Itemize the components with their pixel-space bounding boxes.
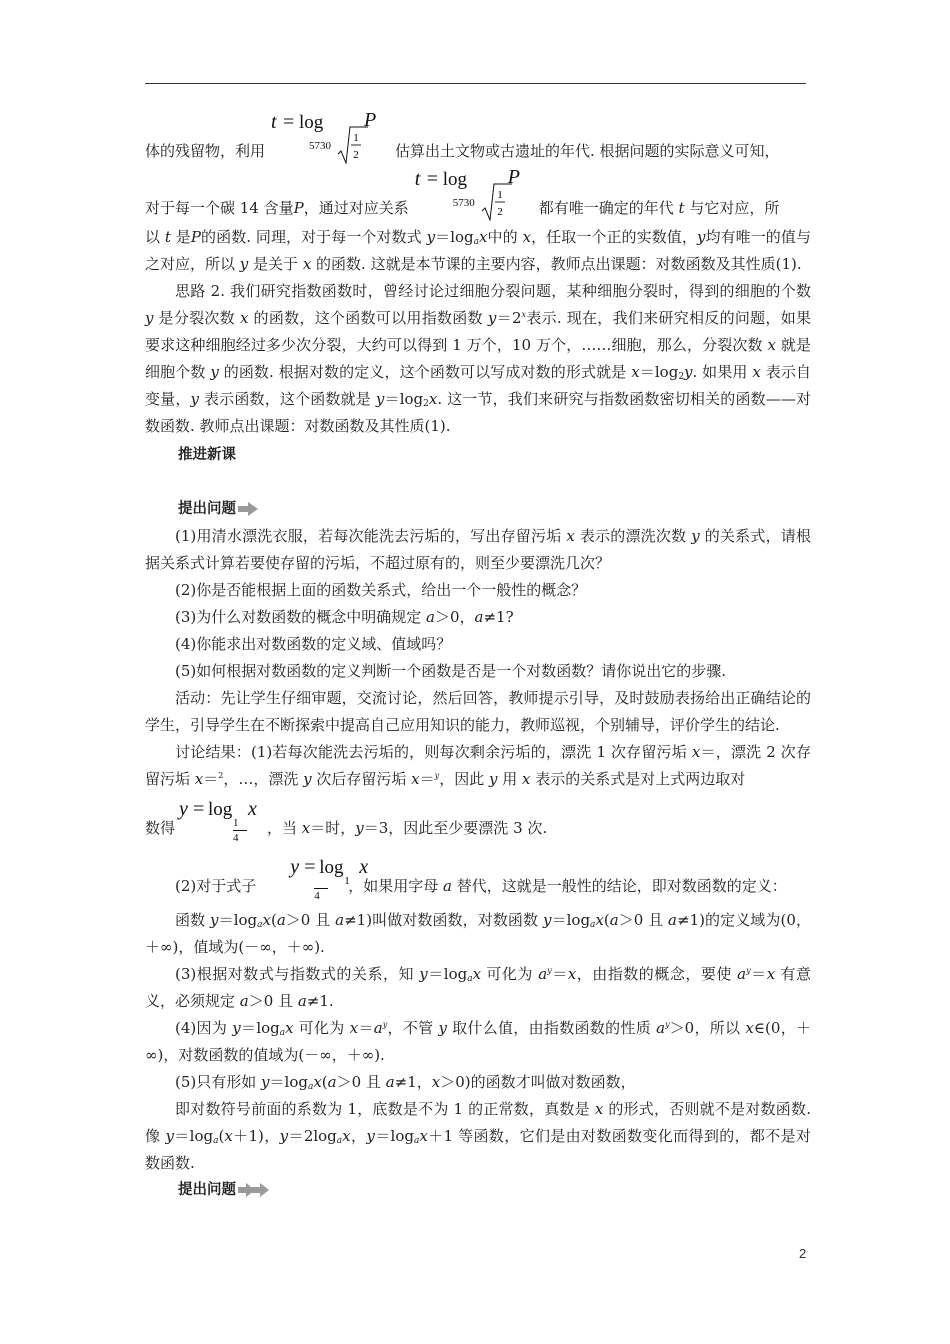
- result-4: (4)因为 $y=\log_ax$ 可化为 $x=a^y$，不管 y 取什么值，由指数函数的性质 $a^y>0$，所以 x∈(0，＋∞)，对数函数的值域为(－∞，＋∞).: [145, 1019, 811, 1064]
- result-5: (5)只有形如 $y=\log_ax(a>0$ 且 a≠1，x＞0)的函数才叫做对数函数，: [175, 1073, 636, 1092]
- question-4: (4)你能求出对数函数的定义域、值域吗？: [175, 635, 452, 653]
- result-3: (3)根据对数式与指数式的关系，知 $y=\log_ax$ 可化为 $a^y=x$，由指数的概念，要使 $a^y=x$ 有意义，必须规定 a＞0 且 a≠1.: [145, 965, 811, 1010]
- double-arrow-right-icon: [237, 1183, 271, 1197]
- heading-questions-2: 提出问题: [145, 1177, 811, 1204]
- arrow-right-icon: [237, 502, 259, 516]
- formula-y-log-quarter-2: y = log 1 4 x: [290, 856, 369, 902]
- page-number: 2: [799, 1246, 807, 1261]
- result-6: 即对数符号前面的系数为 1，底数是不为 1 的正常数，真数是 x 的形式，否则就不是对数函数. 像 $y=\log_a(x+1)$，$y=2\log_ax$，$y=\log_ax+1$ 等函数，它们是由对数函数变化而得到的，都不是对数函数.: [145, 1100, 811, 1172]
- formula-t-log: [265, 110, 395, 164]
- activity-paragraph: 活动：先让学生仔细审题，交流讨论，然后回答，教师提示引导，及时鼓励表扬给出正确结论的学生，引导学生在不断探索中提高自己应用知识的能力，教师巡视，个别辅导，评价学生的结论.: [145, 689, 811, 734]
- formula-eq: =: [283, 111, 295, 133]
- definition-paragraph: 函数 $y=\log_ax(a>0$ 且 a≠1)叫做对数函数，对数函数 $y=\log_ax(a>0$ 且 a≠1)的定义域为(0，＋∞)，值域为(－∞，＋∞).: [145, 911, 811, 956]
- formula-log: log: [299, 112, 324, 133]
- header-rule: [145, 83, 806, 84]
- heading-questions-1: 提出问题: [145, 496, 811, 523]
- question-1: (1)用清水漂洗衣服，若每次能洗去污垢的，写出存留污垢 x 表示的漂洗次数 y 的关系式，请根据关系式计算若要使存留的污垢，不超过原有的，则至少要漂洗几次？: [145, 527, 811, 572]
- text-run: 估算出土文物或古遗址的年代. 根据问题的实际意义可知，: [395, 142, 780, 160]
- formula-var: t: [271, 111, 277, 133]
- heading-new-lesson: 推进新课: [178, 447, 236, 463]
- formula-y-log-quarter: y = log 1 4 x: [179, 798, 257, 844]
- question-3: (3)为什么对数函数的概念中明确规定 a＞0，a≠1?: [175, 608, 514, 626]
- radicand-den: 2: [353, 149, 359, 161]
- svg-text:2: 2: [496, 206, 503, 218]
- paragraph-intro-3: 以 t 是P的函数. 同理，对于每一个对数式 $y=\log_ax$中的 x，任取一个正的实数值，y均有唯一的值与之对应，所以 y 是关于 x 的函数. 这就是本节课的主要内容，教师点出课题：对数函数及其性质(1).: [145, 228, 811, 273]
- formula-t-log-2: t = log 5730 1 2 P: [409, 167, 539, 221]
- paragraph-idea-2: 思路 2. 我们研究指数函数时，曾经讨论过细胞分裂问题，某种细胞分裂时，得到的细胞的个数 y 是分裂次数 x 的函数，这个函数可以用指数函数 $y=2^x$表示. 现在，我们来研究相反的问题，如果要求这种细胞经过多少次分裂，大约可以得到 1 万个，10 万个，……细胞，那么，分裂次数 x 就是细胞个数 y 的函数. 根据对数的定义，这个函数可以写成对数的形式就是 $x=\log_2y$. 如果用 x 表示自变量，y 表示函数，这个函数就是 $y=\log_2x$. 这一节，我们来研究与指数函数密切相关的函数——对数函数. 教师点出课题：对数函数及其性质(1).: [145, 282, 811, 435]
- question-5: (5)如何根据对数函数的定义判断一个函数是否是一个对数函数？请你说出它的步骤.: [175, 662, 727, 680]
- document-body: [145, 108, 811, 1204]
- result-1: 讨论结果：(1)若每次能洗去污垢的，则每次剩余污垢的，漂洗 1 次存留污垢 x＝，漂洗 2 次存留污垢 x＝$^2$，…，漂洗 y 次后存留污垢 x＝$^y$，因此 y 用 x 表示的关系式是对上式两边取对: [145, 743, 811, 788]
- formula-base: 5730: [309, 140, 332, 152]
- radicand-num: 1: [353, 132, 359, 144]
- result-2: (2)对于式子 y = log 1 4 x ，如果用字母 a 替代，这就是一般性的结论，即对数函数的定义：: [175, 856, 787, 902]
- fraction-base: 1 4: [314, 875, 350, 902]
- svg-text:1: 1: [496, 189, 503, 201]
- text-run: 体的残留物，利用: [145, 142, 266, 160]
- question-2: (2)你是否能根据上面的函数关系式，给出一个一般性的概念？: [175, 581, 587, 599]
- paragraph-intro-1: [145, 110, 811, 165]
- paragraph-intro-2: 对于每一个碳 14 含量P，通过对应关系 t = log 5730 1 2 P 都有唯一确定的年代 t 与它对应，所: [145, 167, 811, 222]
- formula-arg: P: [364, 109, 377, 131]
- fraction-base: 1 4: [233, 817, 247, 844]
- result-1-continued: 数得 y = log 1 4 x ，当 x＝时，y＝3，因此至少要漂洗 3 次.: [145, 798, 548, 844]
